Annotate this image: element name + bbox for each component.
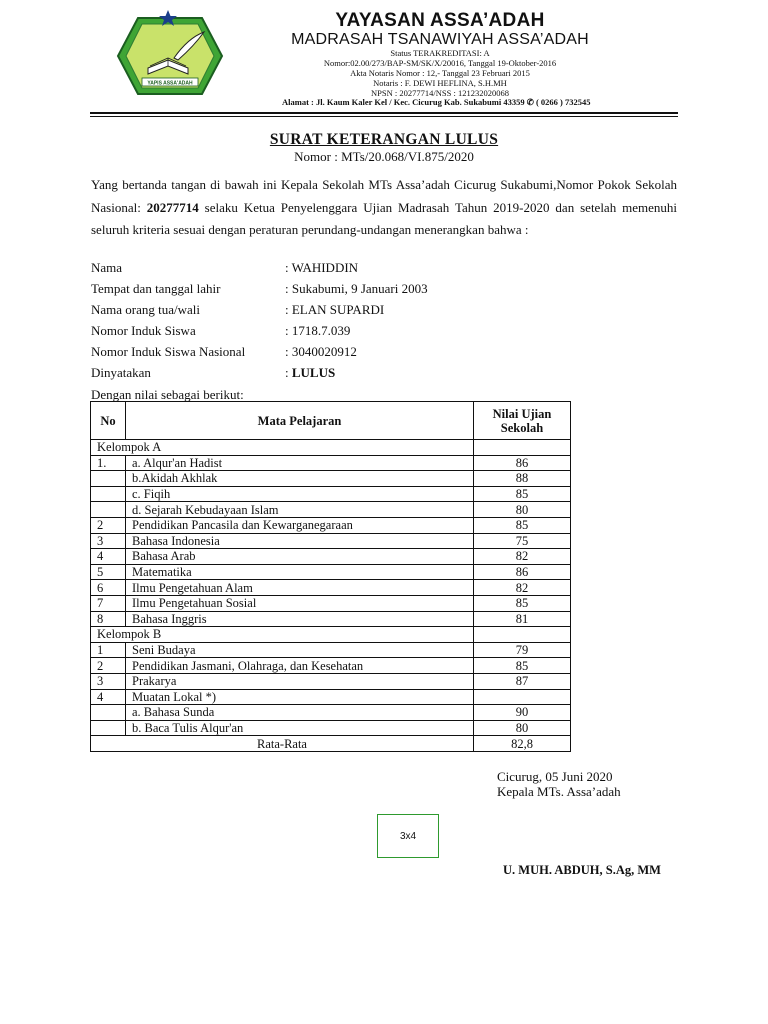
status-colon: : [285, 365, 292, 380]
group-row [91, 440, 571, 456]
table-row [91, 658, 571, 674]
group-label: Kelompok B [91, 627, 474, 643]
row-subject: Matematika [126, 564, 474, 580]
average-row [91, 736, 571, 752]
group-label: Kelompok A [91, 440, 474, 456]
group-row [91, 627, 571, 643]
row-score: 86 [474, 455, 571, 471]
table-row [91, 517, 571, 533]
table-row [91, 455, 571, 471]
header-no: No [91, 402, 126, 440]
student-birth-label: Tempat dan tanggal lahir [91, 281, 221, 296]
signer-position: Kepala MTs. Assa’adah [497, 784, 621, 799]
row-score: 82 [474, 549, 571, 565]
student-parent-value: : ELAN SUPARDI [285, 302, 385, 317]
student-nis-label: Nomor Induk Siswa [91, 323, 196, 338]
row-subject: Pendidikan Jasmani, Olahraga, dan Kesehatan [126, 658, 474, 674]
letter-title: SURAT KETERANGAN LULUS [269, 131, 499, 148]
table-row [91, 564, 571, 580]
row-score: 85 [474, 517, 571, 533]
average-value: 82,8 [474, 736, 571, 752]
table-row [91, 502, 571, 518]
row-subject: Bahasa Inggris [126, 611, 474, 627]
row-score: 79 [474, 642, 571, 658]
row-no: 4 [91, 689, 126, 705]
row-no: 5 [91, 564, 126, 580]
foundation-name: YAYASAN ASSA’ADAH [335, 10, 545, 31]
row-subject: Bahasa Indonesia [126, 533, 474, 549]
average-label: Rata-Rata [91, 736, 474, 752]
group-score-empty [474, 440, 571, 456]
table-row [91, 549, 571, 565]
row-no: 4 [91, 549, 126, 565]
row-score: 82 [474, 580, 571, 596]
intro-npsn: 20277714 [146, 199, 199, 215]
student-parent-label: Nama orang tua/wali [91, 302, 201, 317]
row-score [474, 689, 571, 705]
table-row [91, 486, 571, 502]
row-subject: b.Akidah Akhlak [126, 471, 474, 487]
row-subject: Ilmu Pengetahuan Sosial [126, 595, 474, 611]
row-score: 80 [474, 502, 571, 518]
intro-text-1: Yang bertanda tangan di bawah ini Kepala Sekolah MTs Assa’adah Cicurug Sukabumi,Nomor Pokok Sekolah Nasional: [91, 177, 677, 215]
signature-block [497, 769, 621, 799]
row-subject: c. Fiqih [126, 486, 474, 502]
student-name-label: Nama [91, 260, 123, 275]
row-score: 86 [474, 564, 571, 580]
intro-text-2: selaku Ketua Penyelenggara Ujian Madrasah Tahun 2019-2020 dan setelah memenuhi seluruh kriteria sesuai dengan peraturan perundang-undangan menerangkan bahwa : [91, 199, 678, 237]
accreditation-number: Nomor:02.00/273/BAP-SM/SK/X/20016, Tanggal 19-Oktober-2016 [323, 58, 557, 68]
table-row [91, 689, 571, 705]
row-no [91, 720, 126, 736]
row-score: 85 [474, 595, 571, 611]
table-row [91, 611, 571, 627]
row-score: 87 [474, 673, 571, 689]
table-row [91, 673, 571, 689]
row-no: 8 [91, 611, 126, 627]
row-subject: a. Bahasa Sunda [126, 705, 474, 721]
row-subject: Prakarya [126, 673, 474, 689]
row-score: 80 [474, 720, 571, 736]
table-row [91, 720, 571, 736]
header-subject: Mata Pelajaran [126, 402, 474, 440]
row-score: 88 [474, 471, 571, 487]
npsn-nss: NPSN : 20277714/NSS : 121232020068 [371, 88, 509, 98]
student-nisn-label: Nomor Induk Siswa Nasional [91, 344, 246, 359]
row-no: 7 [91, 595, 126, 611]
row-subject: Bahasa Arab [126, 549, 474, 565]
student-birth-value: : Sukabumi, 9 Januari 2003 [285, 281, 428, 296]
table-row [91, 642, 571, 658]
photo-placeholder [377, 814, 439, 858]
row-no: 1. [91, 455, 126, 471]
row-no: 1 [91, 642, 126, 658]
row-no [91, 486, 126, 502]
row-no [91, 705, 126, 721]
row-no [91, 502, 126, 518]
notary-deed: Akta Notaris Nomor : 12,- Tanggal 23 Februari 2015 [350, 68, 530, 78]
notary-name: Notaris : F. DEWI HEFLINA, S.H.MH [373, 78, 507, 88]
letter-number: Nomor : MTs/20.068/VI.875/2020 [294, 149, 474, 164]
row-no: 3 [91, 533, 126, 549]
row-subject: Ilmu Pengetahuan Alam [126, 580, 474, 596]
student-nis-value: : 1718.7.039 [285, 323, 351, 338]
grades-table [90, 401, 571, 752]
signer-name: U. MUH. ABDUH, S.Ag, MM [503, 863, 661, 877]
row-subject: Seni Budaya [126, 642, 474, 658]
student-name-value: : WAHIDDIN [285, 260, 359, 275]
row-score: 90 [474, 705, 571, 721]
table-header-row [91, 402, 571, 440]
header-score: Nilai Ujian Sekolah [474, 402, 571, 440]
row-no: 2 [91, 658, 126, 674]
row-no: 6 [91, 580, 126, 596]
intro-paragraph [91, 174, 677, 242]
student-nisn-value: : 3040020912 [285, 344, 357, 359]
row-subject: b. Baca Tulis Alqur'an [126, 720, 474, 736]
student-status-value: LULUS [291, 365, 336, 380]
header-divider-thin [90, 116, 678, 117]
photo-label: 3x4 [399, 830, 417, 842]
school-name: MADRASAH TSANAWIYAH ASSA’ADAH [291, 31, 589, 48]
grades-intro: Dengan nilai sebagai berikut: [91, 387, 244, 402]
table-row [91, 705, 571, 721]
school-address: Alamat : Jl. Kaum Kaler Kel / Kec. Cicurug Kab. Sukabumi 43359 ✆ ( 0266 ) 732545 [282, 97, 591, 107]
row-subject: d. Sejarah Kebudayaan Islam [126, 502, 474, 518]
row-subject: a. Alqur'an Hadist [126, 455, 474, 471]
header-divider [90, 112, 678, 114]
table-row [91, 580, 571, 596]
row-score: 85 [474, 486, 571, 502]
row-score: 81 [474, 611, 571, 627]
logo-caption: YAPIS ASSA'ADAH [147, 80, 193, 87]
place-date: Cicurug, 05 Juni 2020 [497, 769, 613, 784]
row-score: 75 [474, 533, 571, 549]
row-subject: Pendidikan Pancasila dan Kewarganegaraan [126, 517, 474, 533]
table-row [91, 471, 571, 487]
student-status-label: Dinyatakan [91, 365, 151, 380]
accreditation-status: Status TERAKREDITASI: A [390, 48, 490, 58]
group-score-empty [474, 627, 571, 643]
row-subject: Muatan Lokal *) [126, 689, 474, 705]
row-score: 85 [474, 658, 571, 674]
table-row [91, 533, 571, 549]
row-no: 2 [91, 517, 126, 533]
table-row [91, 595, 571, 611]
row-no [91, 471, 126, 487]
school-logo [108, 8, 232, 104]
row-no: 3 [91, 673, 126, 689]
